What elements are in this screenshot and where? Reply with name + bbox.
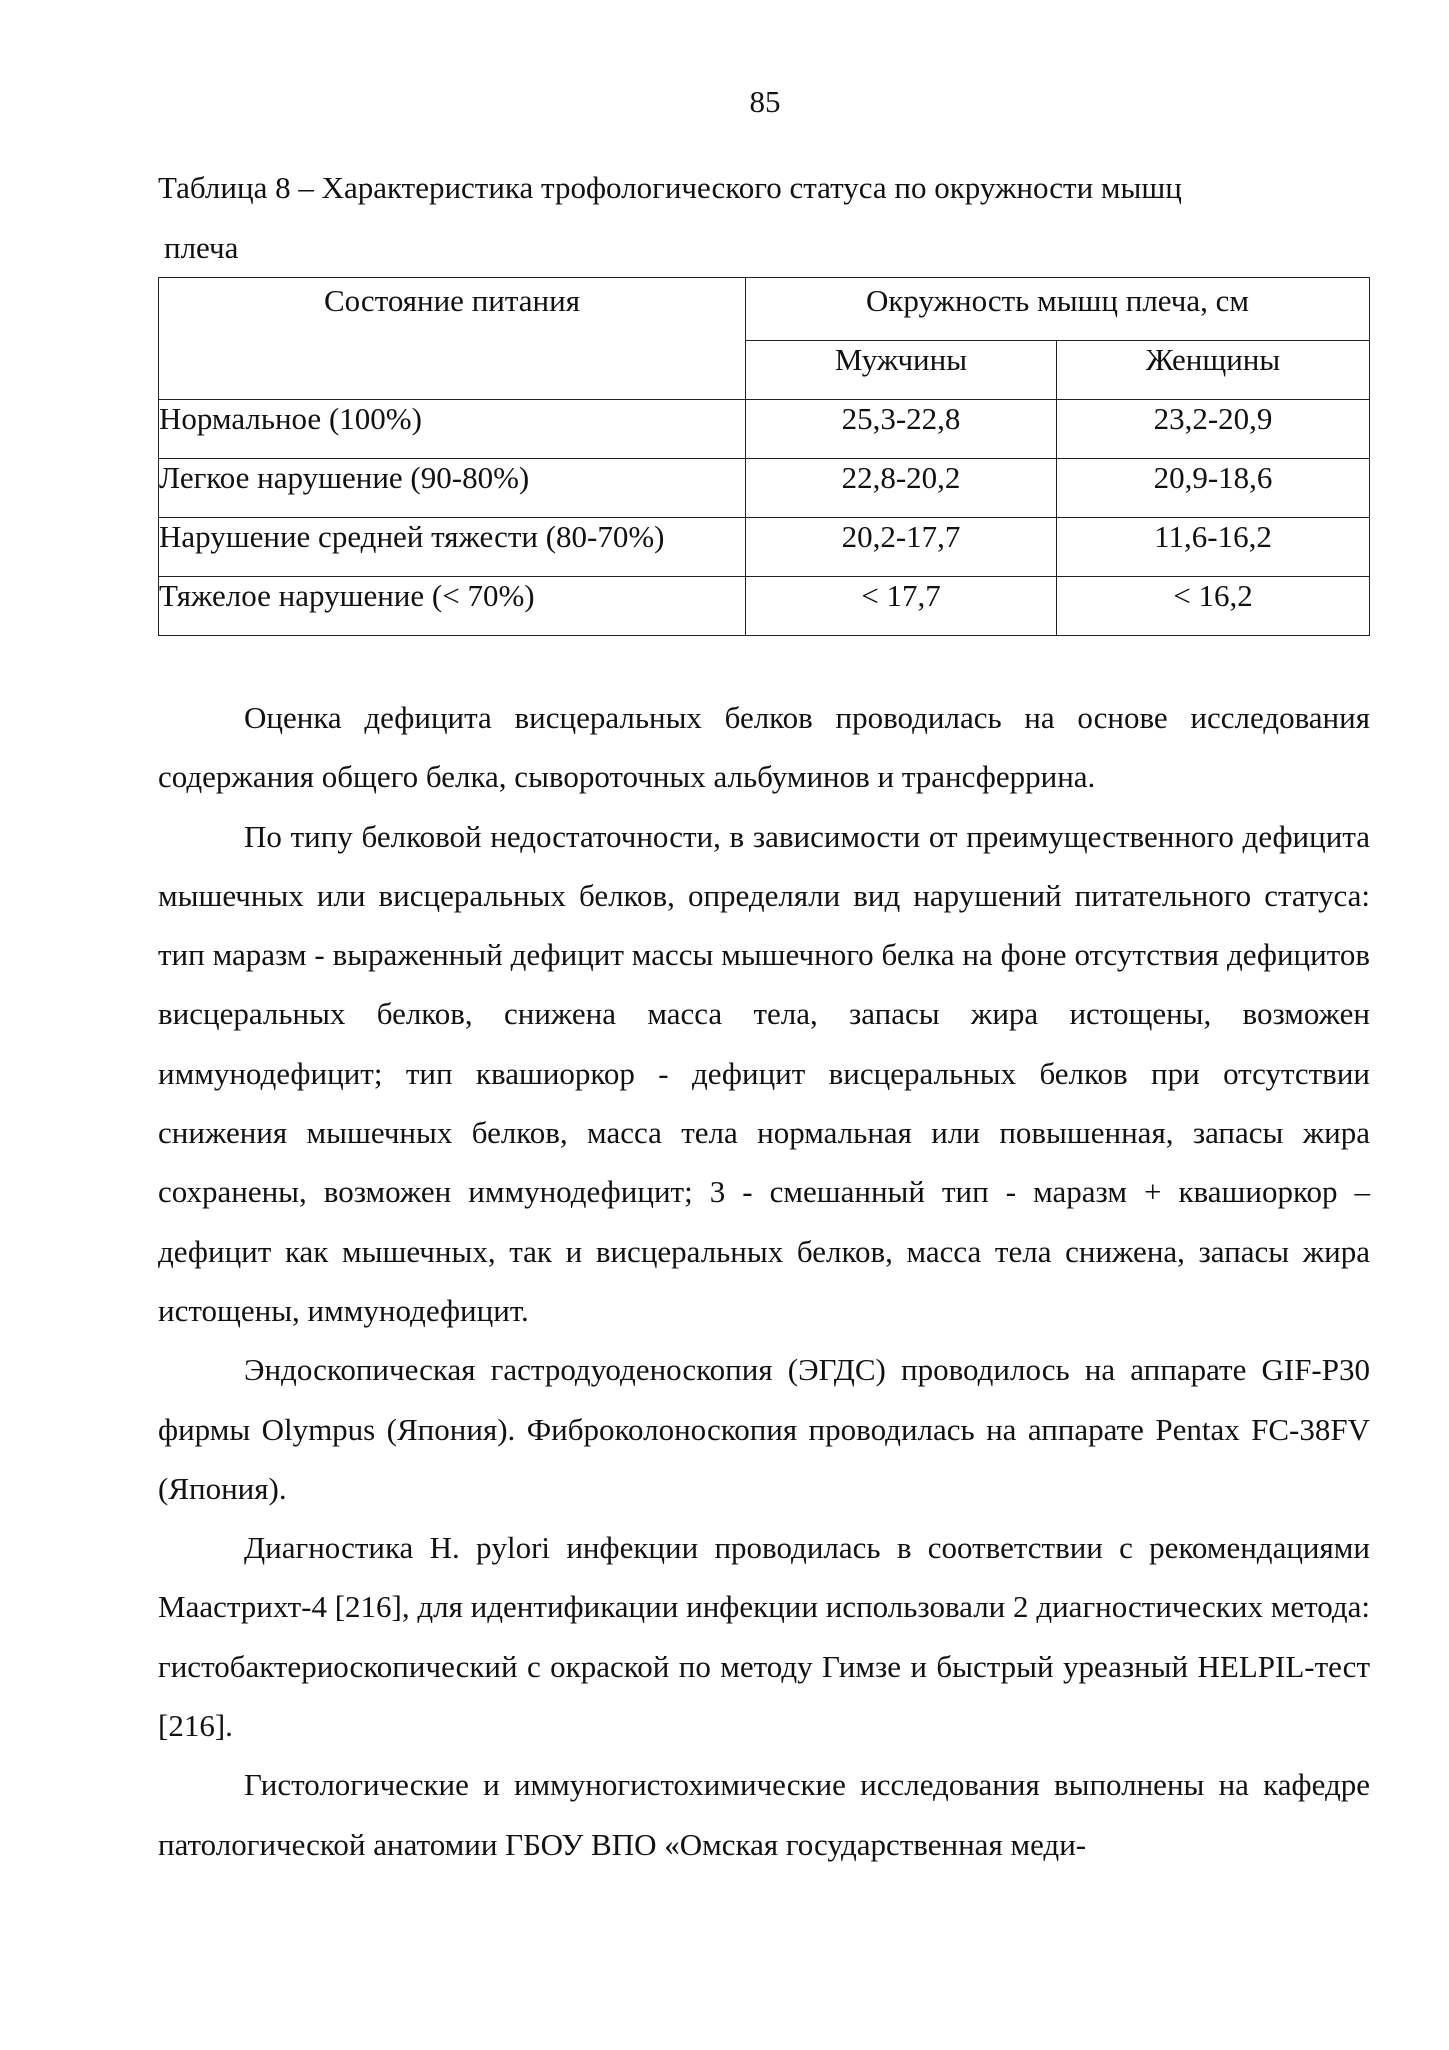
table-caption-line1: Таблица 8 – Характеристика трофологического статуса по окружности мышц <box>158 170 1182 205</box>
paragraph: По типу белковой недостаточности, в зависимости от преимущественного дефицита мышечных или висцеральных белков, определяли вид нарушений питательного статуса: тип маразм - выраженный дефицит массы мышечного белка на фоне отсутствия дефицитов висцеральных белков, снижена масса тела, запасы жира истощены, возможен иммунодефицит; тип квашиоркор - дефицит висцеральных белков при отсутствии снижения мышечных белков, масса тела нормальная или повышенная, запасы жира сохранены, возможен иммунодефицит; 3 - смешанный тип - маразм + квашиоркор – дефицит как мышечных, так и висцеральных белков, масса тела снижена, запасы жира истощены, иммунодефицит. <box>158 818 1370 1328</box>
table-caption <box>158 158 1368 278</box>
row-state: Нормальное (100%) <box>159 400 746 459</box>
header-circumference: Окружность мышц плеча, см <box>746 278 1370 341</box>
row-men: < 17,7 <box>746 577 1057 636</box>
row-women: < 16,2 <box>1057 577 1370 636</box>
row-state: Легкое нарушение (90-80%) <box>159 459 746 518</box>
trophology-table <box>158 277 1370 636</box>
row-state: Нарушение средней тяжести (80-70%) <box>159 518 746 577</box>
row-men: 20,2-17,7 <box>746 518 1057 577</box>
table-caption-line2: плеча <box>164 230 239 265</box>
row-women: 23,2-20,9 <box>1057 400 1370 459</box>
paragraph: Эндоскопическая гастродуоденоскопия (ЭГДС) проводилось на аппарате GIF-P30 фирмы Olympus (Япония). Фиброколоноскопия проводилась на аппарате Pentax FC-38FV (Япония). <box>158 1352 1370 1506</box>
table-row <box>159 518 1370 577</box>
page-number: 85 <box>749 84 781 119</box>
table-row <box>159 459 1370 518</box>
row-women: 11,6-16,2 <box>1057 518 1370 577</box>
header-men: Мужчины <box>746 341 1057 400</box>
table-row <box>159 577 1370 636</box>
table-row <box>159 400 1370 459</box>
header-women: Женщины <box>1057 341 1370 400</box>
row-state: Тяжелое нарушение (< 70%) <box>159 577 746 636</box>
header-state: Состояние питания <box>159 278 746 400</box>
paragraph: Оценка дефицита висцеральных белков проводилась на основе исследования содержания общего белка, сывороточных альбуминов и трансферрина. <box>158 700 1370 795</box>
paragraph: Диагностика H. pylori инфекции проводилась в соответствии с рекомендациями Маастрихт-4 [216], для идентификации инфекции использовали 2 диагностических метода: гистобактериоскопический с окраской по методу Гимзе и быстрый уреазный HELPIL-тест [216]. <box>158 1530 1370 1744</box>
row-men: 25,3-22,8 <box>746 400 1057 459</box>
body-text <box>158 688 1370 1874</box>
table-header-row <box>159 278 1370 341</box>
paragraph: Гистологические и иммуногистохимические исследования выполнены на кафедре патологической анатомии ГБОУ ВПО «Омская государственная меди- <box>158 1767 1370 1862</box>
row-women: 20,9-18,6 <box>1057 459 1370 518</box>
row-men: 22,8-20,2 <box>746 459 1057 518</box>
